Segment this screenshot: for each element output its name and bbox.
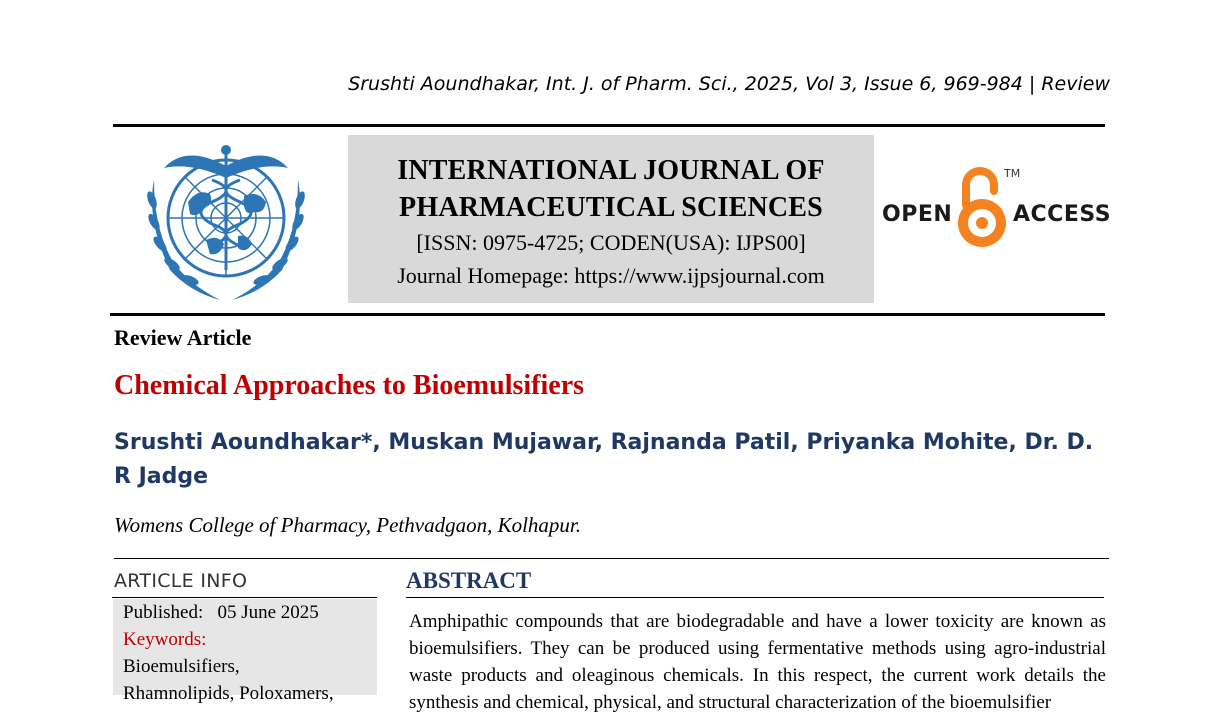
section-divider (114, 558, 1109, 559)
keyword-item: Rhamnolipids, Poloxamers, (123, 683, 334, 704)
open-access-logo (880, 165, 1110, 255)
open-access-access-text: ACCESS (1013, 202, 1112, 227)
article-type: Review Article (114, 325, 252, 350)
journal-name (348, 152, 874, 226)
journal-issn: [ISSN: 0975-4725; CODEN(USA): IJPS00] (416, 230, 806, 255)
header-bottom-rule (110, 313, 1105, 316)
keywords-label: Keywords: (123, 629, 207, 650)
journal-masthead (348, 135, 874, 303)
caduceus-globe-emblem-icon (126, 140, 326, 306)
keyword-item: Bioemulsifiers, (123, 656, 240, 677)
abstract-rule (406, 597, 1104, 598)
running-header-citation: Srushti Aoundhakar, Int. J. of Pharm. Sci., 2025, Vol 3, Issue 6, 969-984 | Review (348, 73, 1110, 95)
journal-name-line2: PHARMACEUTICAL SCIENCES (399, 192, 823, 223)
open-access-trademark: TM (1004, 167, 1021, 180)
article-info-heading: ARTICLE INFO (114, 570, 248, 592)
author-affiliation: Womens College of Pharmacy, Pethvadgaon, Kolhapur. (114, 513, 582, 537)
header-top-rule (113, 124, 1105, 127)
open-access-lock-icon (952, 165, 1012, 253)
journal-logo (126, 140, 326, 306)
article-info-box (113, 599, 377, 704)
article-authors: Srushti Aoundhakar*, Muskan Mujawar, Rajnanda Patil, Priyanka Mohite, Dr. D. R Jadge (114, 430, 1094, 489)
published-row (123, 599, 377, 626)
article-info-rule (112, 597, 377, 598)
journal-homepage: Journal Homepage: https://www.ijpsjournal.com (397, 263, 825, 288)
open-access-open-text: OPEN (882, 202, 953, 227)
published-label: Published: (123, 602, 204, 623)
article-title: Chemical Approaches to Bioemulsifiers (114, 370, 585, 401)
journal-name-line1: INTERNATIONAL JOURNAL OF (397, 155, 825, 186)
abstract-text: Amphipathic compounds that are biodegradable and have a lower toxicity are known as bioemulsifiers. They can be produced using fermentative methods using agro-industrial waste products and oleaginous chemicals. In this respect, the current work details the synthesis and chemical, physical, and structural characterization of the bioemulsifier (409, 611, 1106, 713)
published-date: 05 June 2025 (217, 602, 319, 623)
abstract-heading: ABSTRACT (406, 568, 532, 593)
